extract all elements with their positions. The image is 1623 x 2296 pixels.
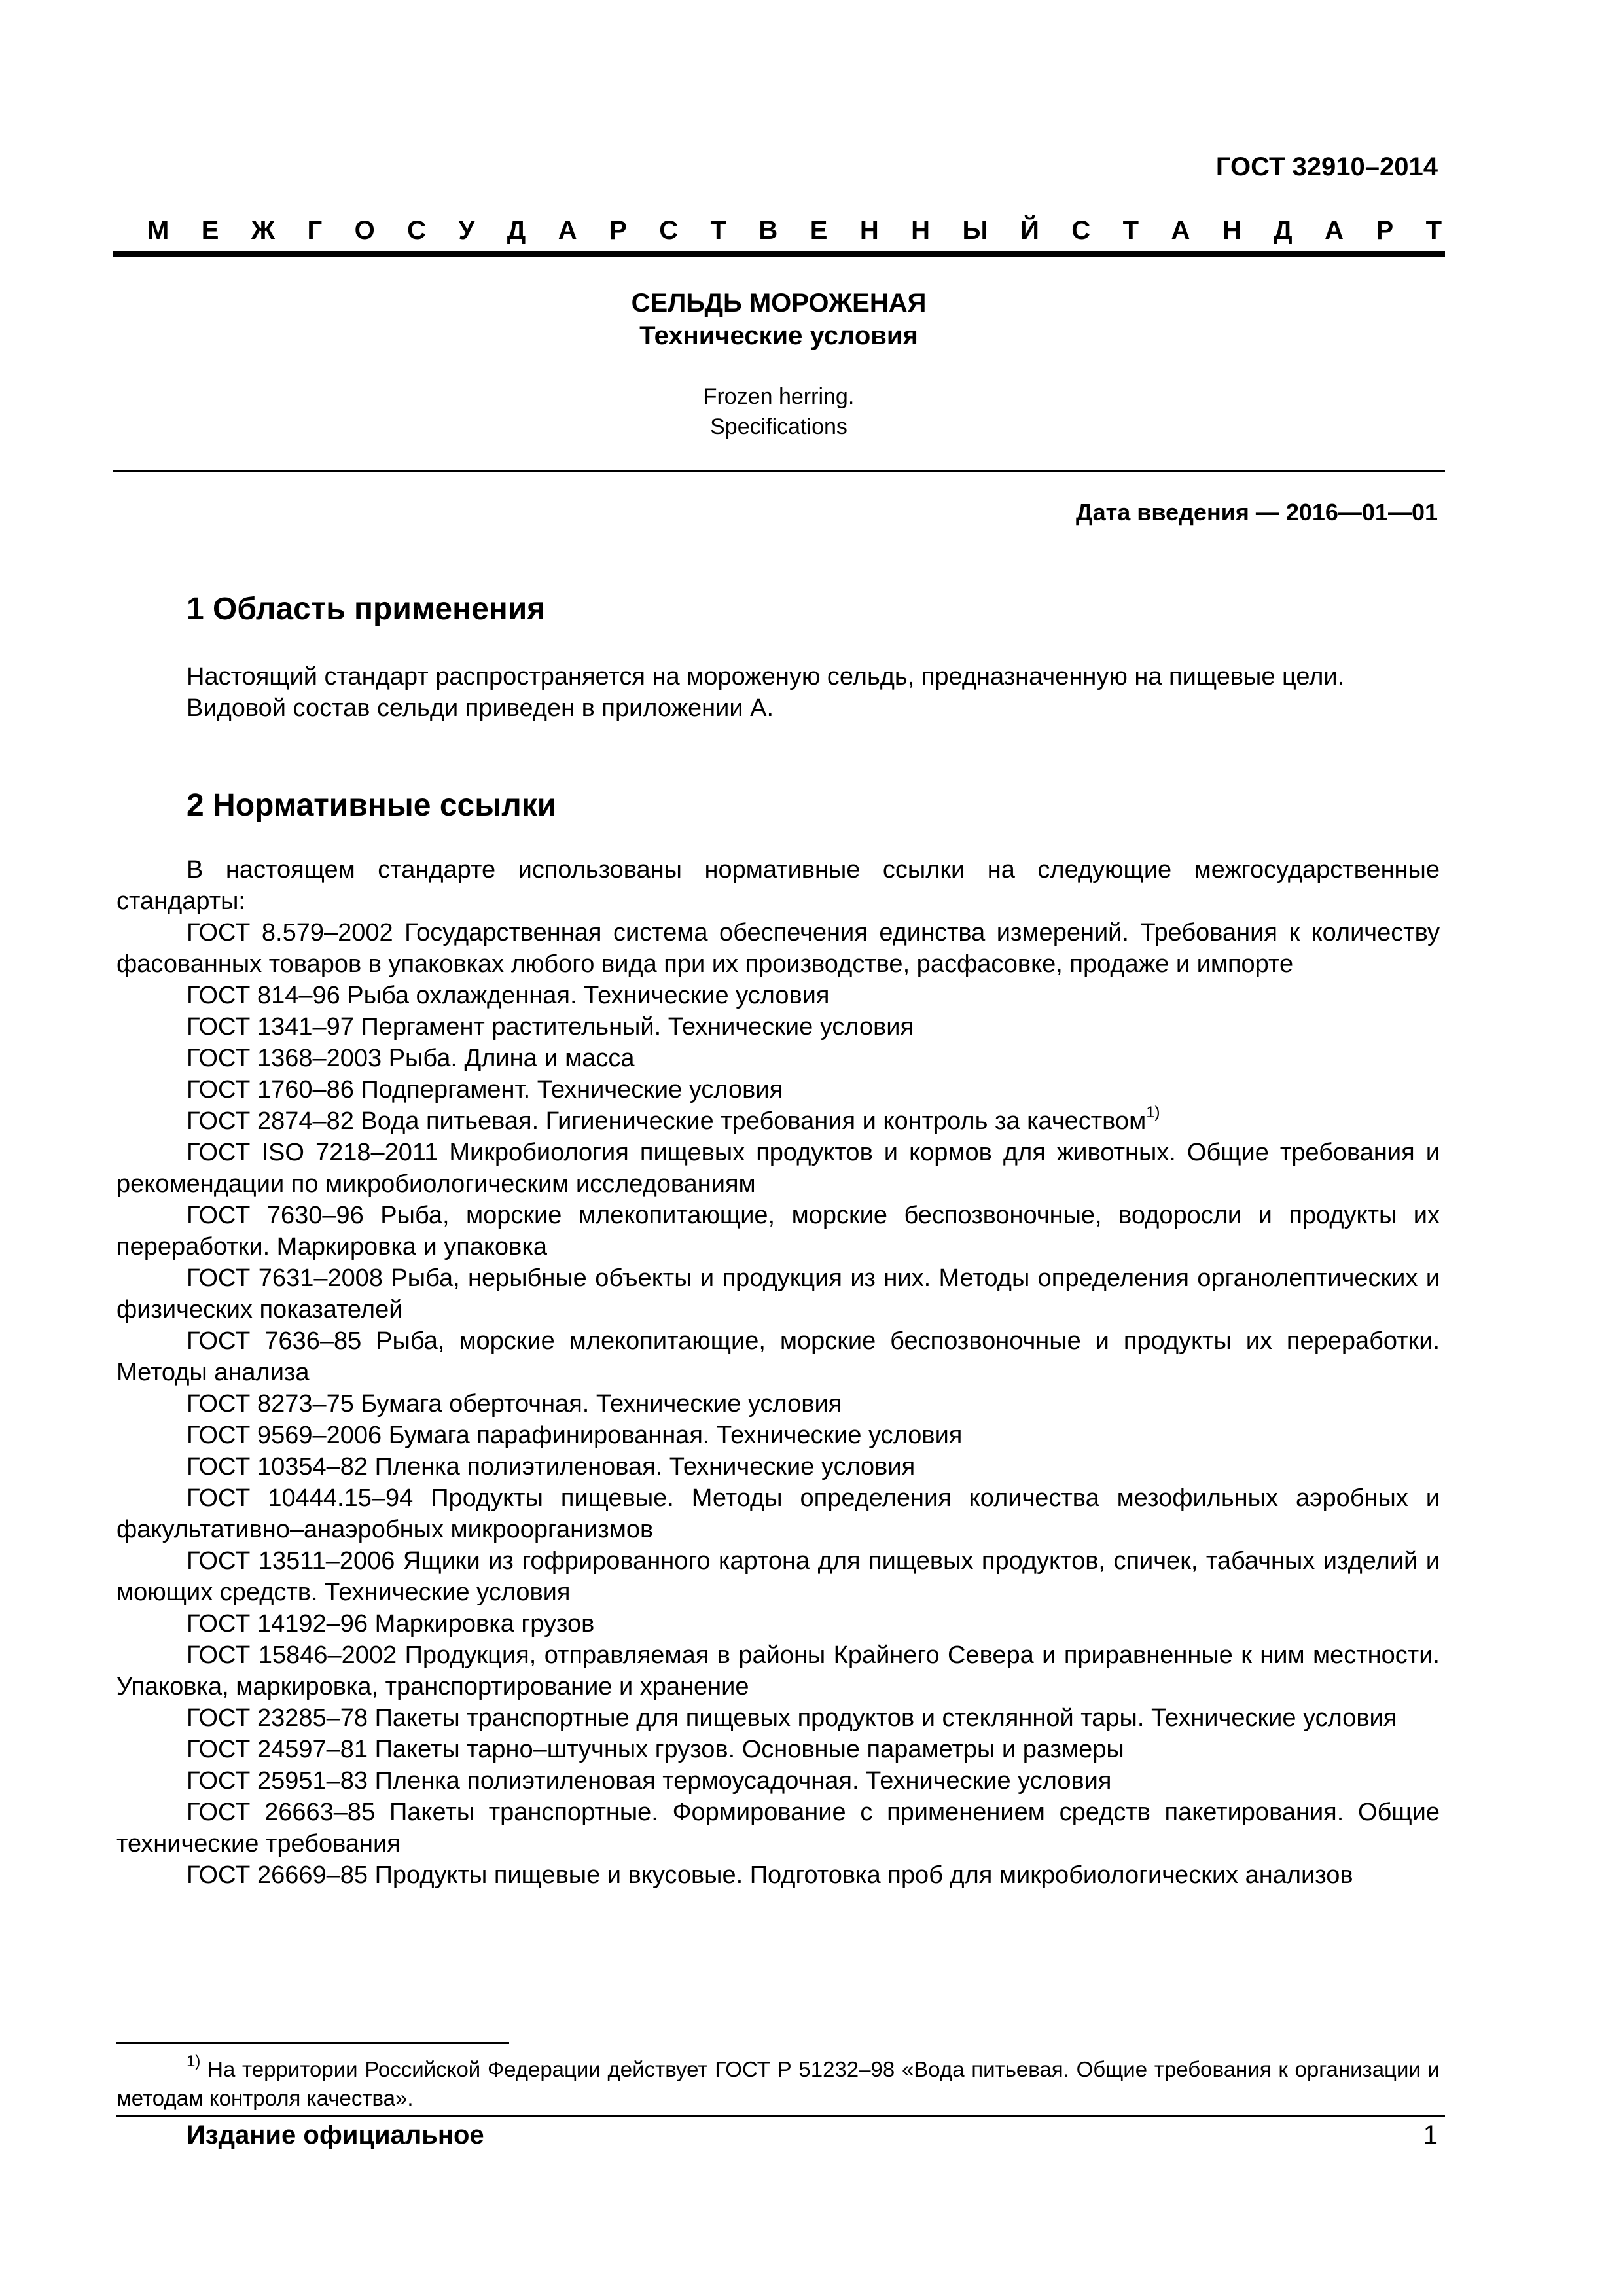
- section-1-body: [116, 661, 1440, 724]
- reference-item-with-footnote: [116, 1105, 1440, 1137]
- standard-code: ГОСТ 32910–2014: [1215, 152, 1438, 181]
- title-rule: [113, 470, 1445, 472]
- reference-item: ГОСТ 10354–82 Пленка полиэтиленовая. Технические условия: [187, 1453, 916, 1480]
- reference-item: ГОСТ 26663–85 Пакеты транспортные. Формирование с применением средств пакетирования. Общие технические требования: [116, 1799, 1440, 1857]
- reference-item: ГОСТ 814–96 Рыба охлажденная. Технические условия: [187, 982, 830, 1009]
- reference-item: ГОСТ ISO 7218–2011 Микробиология пищевых продуктов и кормов для животных. Общие требования и рекомендации по микробиологическим исследованиям: [116, 1139, 1440, 1198]
- reference-item: ГОСТ 8273–75 Бумага оберточная. Технические условия: [187, 1390, 842, 1418]
- subtitle-ru: Технические условия: [639, 321, 918, 350]
- reference-item: ГОСТ 13511–2006 Ящики из гофрированного картона для пищевых продуктов, спичек, табачных изделий и моющих средств. Технические условия: [116, 1547, 1440, 1606]
- page-number: 1: [1423, 2121, 1438, 2149]
- reference-item: ГОСТ 10444.15–94 Продукты пищевые. Методы определения количества мезофильных аэробных и факультативно–анаэробных микроорганизмов: [116, 1484, 1440, 1543]
- reference-text: ГОСТ 2874–82 Вода питьевая. Гигиенические требования и контроль за качеством: [187, 1107, 1147, 1135]
- reference-item: ГОСТ 7636–85 Рыба, морские млекопитающие, морские беспозвоночные и продукты их переработки. Методы анализа: [116, 1327, 1440, 1386]
- footnote-text: На территории Российской Федерации действует ГОСТ Р 51232–98 «Вода питьевая. Общие требования к организации и методам контроля качества».: [116, 2057, 1440, 2110]
- reference-item: ГОСТ 9569–2006 Бумага парафинированная. Технические условия: [187, 1422, 963, 1449]
- reference-item: ГОСТ 14192–96 Маркировка грузов: [187, 1610, 595, 1638]
- reference-item: ГОСТ 26669–85 Продукты пищевые и вкусовые. Подготовка проб для микробиологических анализов: [187, 1861, 1353, 1889]
- section-2-heading: 2 Нормативные ссылки: [187, 788, 557, 823]
- reference-item: ГОСТ 1368–2003 Рыба. Длина и масса: [187, 1045, 635, 1072]
- section-1-heading: 1 Область применения: [187, 592, 546, 626]
- reference-item: ГОСТ 23285–78 Пакеты транспортные для пищевых продуктов и стеклянной тары. Технические условия: [187, 1704, 1397, 1732]
- paragraph: Настоящий стандарт распространяется на мороженую сельдь, предназначенную на пищевые цели.: [187, 663, 1345, 691]
- reference-item: ГОСТ 1760–86 Подпергамент. Технические условия: [187, 1076, 783, 1103]
- title-en: Frozen herring.: [703, 384, 855, 409]
- section-2-body: [116, 854, 1440, 1891]
- edition-label: Издание официальное: [187, 2121, 484, 2149]
- header-rule: [113, 251, 1445, 257]
- standard-type: М Е Ж Г О С У Д А Р С Т В Е Н Н Ы Й С Т А Н Д А Р Т: [147, 216, 1443, 245]
- reference-item: ГОСТ 25951–83 Пленка полиэтиленовая термоусадочная. Технические условия: [187, 1767, 1112, 1795]
- subtitle-en: Specifications: [710, 414, 847, 439]
- reference-item: ГОСТ 24597–81 Пакеты тарно–штучных грузов. Основные параметры и размеры: [187, 1736, 1124, 1763]
- introduction-date: Дата введения — 2016—01—01: [1075, 499, 1438, 526]
- footnote-mark: 1): [187, 2053, 201, 2070]
- title-en-block: [113, 382, 1445, 442]
- reference-item: ГОСТ 8.579–2002 Государственная система обеспечения единства измерений. Требования к количеству фасованных товаров в упаковках любого вида при их производстве, расфасовке, продаже и импорте: [116, 919, 1440, 978]
- footer-rule: [116, 2115, 1445, 2117]
- section-2-intro: В настоящем стандарте использованы нормативные ссылки на следующие межгосударственные стандарты:: [116, 856, 1440, 915]
- paragraph: Видовой состав сельди приведен в приложении А.: [187, 694, 774, 722]
- reference-item: ГОСТ 15846–2002 Продукция, отправляемая в районы Крайнего Севера и приравненные к ним местности. Упаковка, маркировка, транспортирование и хранение: [116, 1641, 1440, 1700]
- footnote: [116, 2055, 1440, 2113]
- title-block: [113, 287, 1445, 352]
- footnote-marker: 1): [1146, 1103, 1160, 1122]
- reference-item: ГОСТ 7630–96 Рыба, морские млекопитающие, морские беспозвоночные, водоросли и продукты их переработки. Маркировка и упаковка: [116, 1202, 1440, 1261]
- reference-item: ГОСТ 7631–2008 Рыба, нерыбные объекты и продукция из них. Методы определения органолептических и физических показателей: [116, 1265, 1440, 1323]
- title-ru: СЕЛЬДЬ МОРОЖЕНАЯ: [631, 289, 927, 317]
- reference-item: ГОСТ 1341–97 Пергамент растительный. Технические условия: [187, 1013, 914, 1041]
- footnote-rule: [116, 2042, 509, 2044]
